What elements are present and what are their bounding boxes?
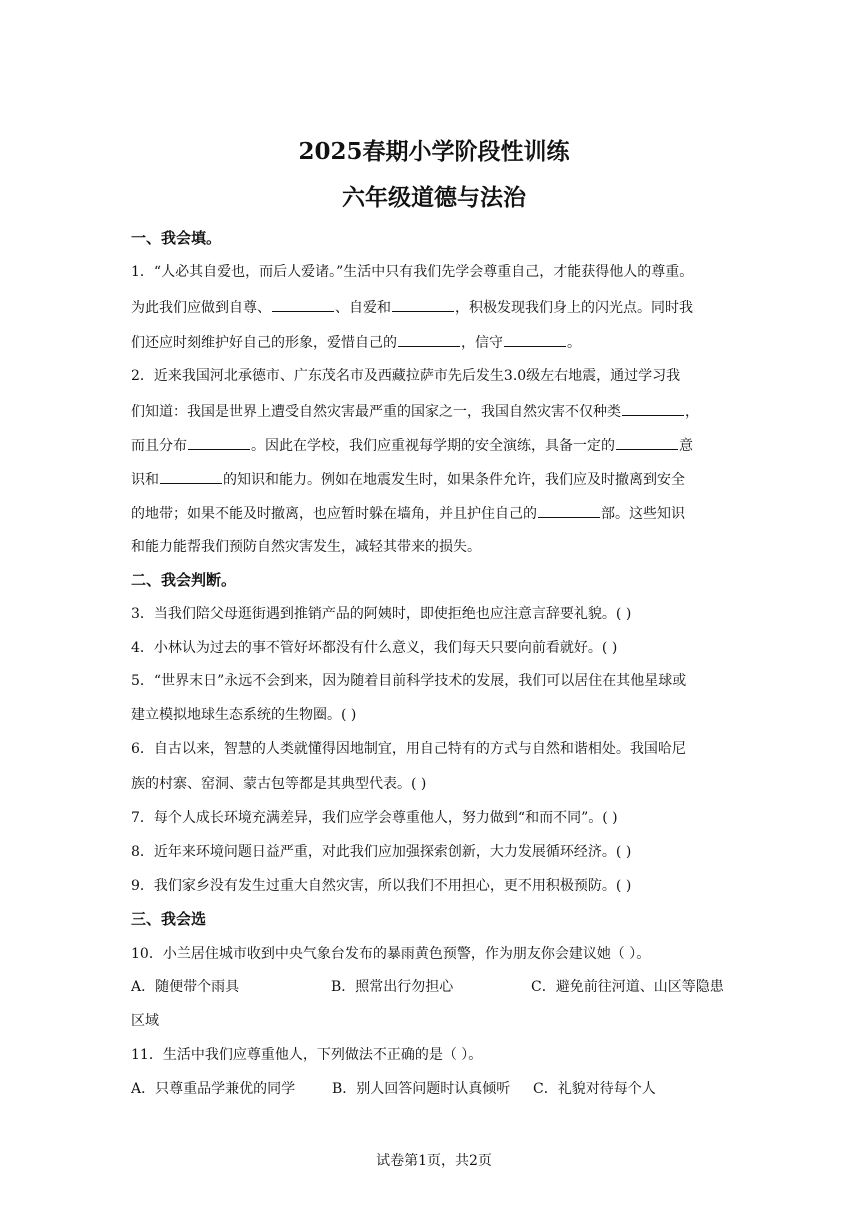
q2-line-3: 而且分布 。因此在学校，我们应重视每学期的安全演练，具备一定的 意: [131, 435, 693, 456]
q10-option-c: C．避免前往河道、山区等隐患: [531, 979, 724, 995]
q1-line-2: 为此我们应做到自尊、 、自爱和 ，积极发现我们身上的闪光点。同时我: [131, 297, 693, 318]
q10-option-b: B．照常出行勿担心: [331, 979, 454, 995]
q10-option-c-continued: 区域: [131, 1013, 159, 1029]
blank: [272, 297, 334, 312]
q1-line-3: 们还应时刻维护好自己的形象，爱惜自己的 ，信守 。: [131, 332, 581, 353]
q2-line-1: 2．近来我国河北承德市、广东茂名市及西藏拉萨市先后发生3.0级左右地震，通过学习我: [131, 368, 681, 384]
q5-line-2: 建立模拟地球生态系统的生物圈。( ): [131, 707, 357, 723]
q7: 7．每个人成长环境充满差异，我们应学会尊重他人，努力做到“和而不同”。( ): [131, 810, 618, 826]
q8: 8．近年来环境问题日益严重，对此我们应加强探索创新，大力发展循环经济。( ): [131, 844, 632, 860]
q3: 3．当我们陪父母逛街遇到推销产品的阿姨时，即使拒绝也应注意言辞要礼貌。( ): [131, 606, 632, 622]
q11: 11．生活中我们应尊重他人，下列做法不正确的是（ ）。: [131, 1047, 483, 1063]
blank: [398, 332, 460, 347]
q4: 4．小林认为过去的事不管好坏都没有什么意义，我们每天只要向前看就好。( ): [131, 640, 618, 656]
blank: [392, 297, 454, 312]
section-3-heading: 三、我会选: [131, 910, 207, 928]
q6-line-2: 族的村寨、窑洞、蒙古包等都是其典型代表。( ): [131, 776, 427, 792]
blank: [504, 332, 566, 347]
q11-option-b: B．别人回答问题时认真倾听: [332, 1081, 511, 1097]
q2-line-5: 的地带；如果不能及时撤离，也应暂时躲在墙角，并且护住自己的 部。这些知识: [131, 503, 685, 524]
blank: [616, 435, 678, 450]
q6-line-1: 6．自古以来，智慧的人类就懂得因地制宜，用自己特有的方式与自然和谐相处。我国哈尼: [131, 741, 686, 757]
q2-line-2: 们知道：我国是世界上遭受自然灾害最严重的国家之一，我国自然灾害不仅种类 ，: [131, 401, 699, 422]
page-footer: 试卷第1页，共2页: [376, 1153, 492, 1169]
q5-line-1: 5．“世界末日”永远不会到来，因为随着目前科学技术的发展，我们可以居住在其他星球或: [131, 673, 687, 689]
blank: [622, 401, 684, 416]
blank: [160, 469, 222, 484]
q1-line-1: 1．“人必其自爱也，而后人爱诸。”生活中只有我们先学会尊重自己，才能获得他人的尊重。: [131, 264, 694, 280]
q10-option-a: A．随便带个雨具: [131, 979, 240, 995]
section-1-heading: 一、我会填。: [131, 229, 222, 247]
exam-subtitle: 六年级道德与法治: [342, 184, 526, 211]
exam-title: 2025春期小学阶段性训练: [298, 138, 570, 165]
q2-line-4: 识和 的知识和能力。例如在地震发生时，如果条件允许，我们应及时撤离到安全: [131, 469, 685, 490]
q10: 10．小兰居住城市收到中央气象台发布的暴雨黄色预警，作为朋友你会建议她（ ）。: [131, 946, 651, 962]
blank: [538, 503, 600, 518]
q11-option-c: C．礼貌对待每个人: [533, 1081, 656, 1097]
q2-line-6: 和能力能帮我们预防自然灾害发生，减轻其带来的损失。: [131, 539, 481, 555]
q11-option-a: A．只尊重品学兼优的同学: [131, 1081, 296, 1097]
blank: [188, 435, 250, 450]
q9: 9．我们家乡没有发生过重大自然灾害，所以我们不用担心，更不用积极预防。( ): [131, 878, 632, 894]
section-2-heading: 二、我会判断。: [131, 571, 237, 589]
